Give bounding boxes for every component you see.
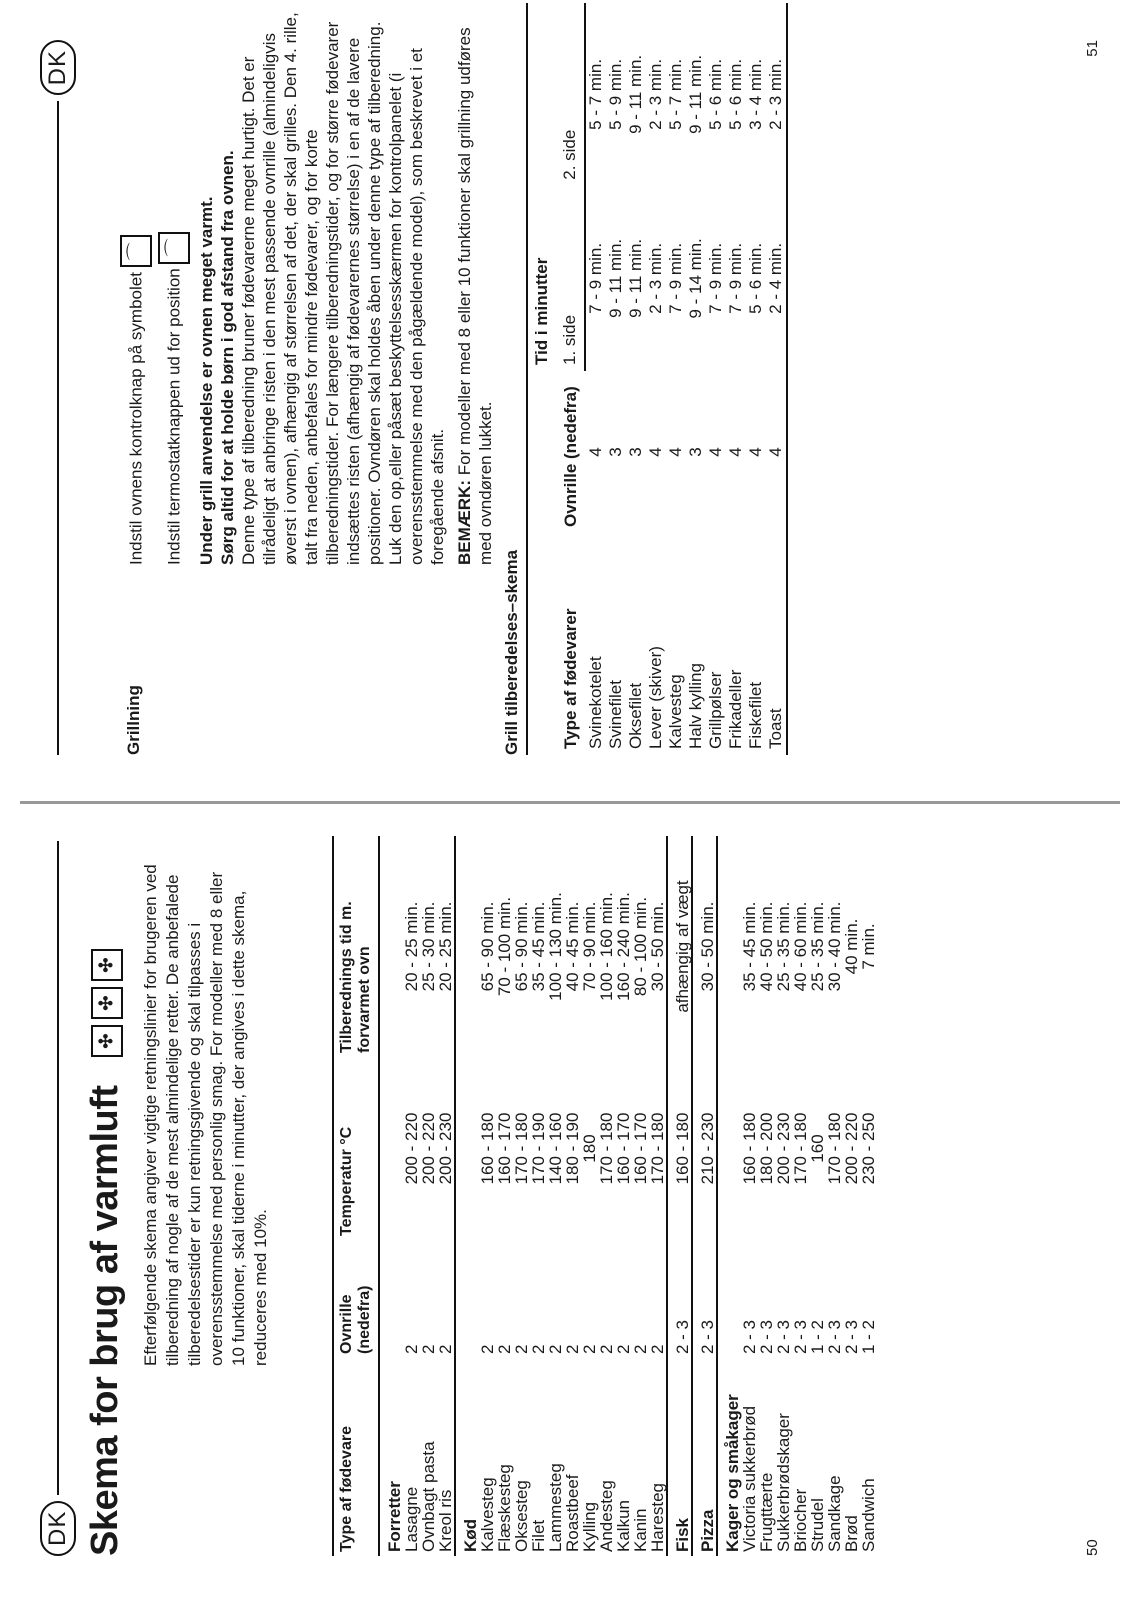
table-row xyxy=(530,836,547,1556)
table-cell: Sukkerbrødskager xyxy=(774,1413,793,1552)
left-page xyxy=(0,801,1131,1601)
body-text: Denne type af tilberedning bruner fødevarerne meget hurtigt. Det er tilrådeligt at anbringe risten i den mest passende ovnrille (almindeligvis øverst i ovnen), afhængig af størrelsen af det, der skal grilles. Den 4. rille, talt fra neden, anbefales for mindre fødevarer, og for korte tilberedningstider. For længere tilberedningstider, og for større fødevarer indsættes risten (afhængig af fødevarernes størrelse) i en af de lavere positioner. Ovndøren skal holdes åben under denne type af tilberedning. Luk den op,eller påsæt beskyttelsesskærmen for kontrolpanelet (i overensstemmelse med den pågældende model), som beskrevet i et foregående afsnit. xyxy=(239,12,447,565)
table-row xyxy=(403,836,420,1556)
table-row xyxy=(649,836,667,1556)
instruction-line: Indstil ovnens kontrolknap på symbolet ⌒ xyxy=(120,10,152,565)
table-cell: 140 - 160 xyxy=(546,1112,565,1185)
language-badge: DK xyxy=(40,1501,76,1556)
grill-table-body xyxy=(585,3,787,755)
table-cell: 200 - 220 xyxy=(402,1112,421,1185)
table-cell: 30 - 40 min. xyxy=(825,901,844,992)
table-cell: 4 xyxy=(666,447,685,457)
table-row xyxy=(758,836,775,1556)
table-cell: 2 - 3 xyxy=(825,1319,844,1354)
table-cell: 65 - 90 min. xyxy=(478,901,497,992)
table-row xyxy=(726,3,746,755)
table-cell: 20 - 25 min. xyxy=(402,901,421,992)
table-cell: 1 - 2 xyxy=(808,1319,827,1354)
table-cell: 2 xyxy=(546,1344,565,1354)
table-cell: 200 - 230 xyxy=(774,1112,793,1185)
table-cell: 2 - 3 min. xyxy=(646,242,665,314)
col-food: Type af fødevarer xyxy=(527,533,585,755)
grill-instructions xyxy=(120,10,502,565)
table-cell: Pizza xyxy=(692,1358,717,1556)
table-cell: 200 - 220 xyxy=(842,1112,861,1185)
instruction-line: Indstil termostatknappen ud for position ⌒ xyxy=(158,10,190,565)
table-cell: 9 - 14 min. xyxy=(686,238,705,319)
right-page xyxy=(0,0,1131,800)
table-cell: 3 xyxy=(626,447,645,457)
table-cell: 200 - 220 xyxy=(419,1112,438,1185)
table-cell: 160 - 170 xyxy=(631,1112,650,1185)
table-cell: Svinekotelet xyxy=(585,656,605,749)
table-row xyxy=(547,836,564,1556)
section-row xyxy=(455,836,479,1556)
grill-symbol-icon: ⌒ xyxy=(158,232,190,264)
table-cell: 40 - 50 min. xyxy=(757,901,776,992)
header-rule xyxy=(57,101,59,755)
language-badge: DK xyxy=(40,40,76,95)
table-cell: Lammesteg xyxy=(546,1463,565,1552)
table-cell: 7 - 9 min. xyxy=(666,242,685,314)
col-time: Tid i minutter xyxy=(527,3,556,371)
table-row xyxy=(437,836,455,1556)
table-cell: 170 - 180 xyxy=(512,1112,531,1185)
table-cell: 2 xyxy=(478,1344,497,1354)
table-row xyxy=(826,836,843,1556)
table-row xyxy=(692,836,717,1556)
table-cell: 40 min. xyxy=(842,918,861,975)
table-cell: 70 - 90 min. xyxy=(580,901,599,992)
table-cell: 2 xyxy=(614,1344,633,1354)
table-cell: Kreol ris xyxy=(436,1489,455,1552)
table-cell: Fiskefilet xyxy=(746,681,765,749)
table-cell: 4 xyxy=(746,447,765,457)
table-row xyxy=(513,836,530,1556)
table-cell: 160 - 240 min. xyxy=(614,892,633,1001)
col-food: Type af fødevare xyxy=(333,1358,379,1556)
table-cell: Victoria sukkerbrød xyxy=(740,1405,759,1552)
table-row xyxy=(420,836,437,1556)
hot-air-table-body xyxy=(379,836,877,1556)
table-cell: 2 xyxy=(597,1344,616,1354)
table-cell: 4 xyxy=(766,371,787,533)
table-cell: 2 xyxy=(631,1344,650,1354)
table-cell: Sandwich xyxy=(859,1478,878,1552)
page-title-text: Skema for brug af varmluft xyxy=(84,1085,126,1556)
table-cell: 5 - 7 min. xyxy=(666,58,685,130)
col-side2: 2. side xyxy=(556,3,585,186)
table-cell: 7 - 9 min. xyxy=(706,242,725,314)
table-cell: 30 - 50 min. xyxy=(692,836,717,1057)
table-cell: 5 - 7 min. xyxy=(586,58,605,130)
table-cell: 170 - 180 xyxy=(791,1112,810,1185)
table-cell: 5 - 6 min. xyxy=(726,58,745,130)
table-cell: 2 - 3 xyxy=(774,1319,793,1354)
table-row xyxy=(746,3,766,755)
grill-symbol-icon: ⌒ xyxy=(120,235,152,267)
table-cell: 160 - 180 xyxy=(667,1057,692,1240)
table-cell: 80 - 100 min. xyxy=(631,896,650,997)
table-cell: Haresteg xyxy=(648,1483,667,1552)
table-cell: 9 - 11 min. xyxy=(626,238,645,318)
table-cell: 2 xyxy=(563,1344,582,1354)
fan-symbols xyxy=(91,949,123,1057)
table-cell: Kylling xyxy=(580,1501,599,1552)
table-cell: 9 - 11 min. xyxy=(626,54,645,134)
table-cell: 70 - 100 min. xyxy=(495,896,514,997)
table-cell: 2 xyxy=(580,1344,599,1354)
table-cell: 40 - 45 min. xyxy=(563,901,582,992)
table-cell: 160 - 180 xyxy=(478,1112,497,1185)
table-cell: 100 - 130 min. xyxy=(546,892,565,1001)
table-cell: 160 - 180 xyxy=(740,1112,759,1185)
table-cell: Kanin xyxy=(631,1508,650,1552)
table-cell: 180 - 190 xyxy=(563,1112,582,1185)
table-row xyxy=(598,836,615,1556)
table-cell: 2 - 3 min. xyxy=(646,58,665,130)
table-cell: 25 - 30 min. xyxy=(419,901,438,992)
table-cell: 160 - 170 xyxy=(495,1112,514,1185)
table-header-row xyxy=(527,3,556,755)
table-cell: 180 - 200 xyxy=(757,1112,776,1185)
table-cell: 3 xyxy=(686,447,705,457)
warning-text: Sørg altid for at holde børn i god afstand fra ovnen. xyxy=(218,150,237,565)
table-cell: 2 - 3 xyxy=(842,1319,861,1354)
table-cell: 2 - 3 xyxy=(740,1319,759,1354)
table-cell: Lever (skiver) xyxy=(646,646,665,749)
table-cell: 4 xyxy=(646,447,665,457)
table-cell: 2 xyxy=(495,1344,514,1354)
table-cell: 3 xyxy=(606,447,625,457)
table-cell: 2 xyxy=(402,1344,421,1354)
table-row xyxy=(686,3,706,755)
table-row xyxy=(792,836,809,1556)
table-cell: Fisk xyxy=(667,1358,692,1556)
table-cell: 5 - 6 min. xyxy=(746,242,765,314)
table-cell: 7 min. xyxy=(859,923,878,970)
table-row xyxy=(615,836,632,1556)
table-cell: Oksesteg xyxy=(512,1480,531,1552)
table-cell: Frikadeller xyxy=(726,669,745,749)
table-cell: 7 - 9 min. xyxy=(586,242,605,314)
table-cell: 25 - 35 min. xyxy=(808,901,827,992)
table-cell: 7 - 9 min. xyxy=(726,242,745,314)
page-number: 50 xyxy=(1084,1539,1101,1556)
header-rule xyxy=(57,841,59,1495)
table-row xyxy=(581,836,598,1556)
section-heading: Forretter xyxy=(379,836,403,1556)
section-row xyxy=(379,836,403,1556)
table-cell: 2 - 3 xyxy=(667,1240,692,1358)
table-cell: 2 - 3 min. xyxy=(766,3,787,186)
table-cell: Oksefilet xyxy=(626,682,645,749)
table-cell: 20 - 25 min. xyxy=(436,901,455,992)
table-cell: Grillpølser xyxy=(706,671,725,749)
col-time: Tilberednings tid m. forvarmet ovn xyxy=(333,836,379,1057)
table-cell: 170 - 180 xyxy=(648,1112,667,1185)
page-number: 51 xyxy=(1084,40,1101,57)
table-row xyxy=(860,836,877,1556)
table-row xyxy=(741,836,758,1556)
note-text: BEMÆRK: For modeller med 8 eller 10 funktioner skal grillning udføres med ovndøren lukket. xyxy=(455,27,495,565)
table-cell: 35 - 45 min. xyxy=(740,901,759,992)
table-cell: 210 - 230 xyxy=(692,1057,717,1240)
table-cell: 5 - 6 min. xyxy=(706,58,725,130)
table-cell: 2 xyxy=(419,1344,438,1354)
table-row xyxy=(585,3,606,755)
table-row xyxy=(632,836,649,1556)
table-row xyxy=(843,836,860,1556)
table-cell: 65 - 90 min. xyxy=(512,901,531,992)
table-cell: 2 xyxy=(529,1344,548,1354)
table-cell: Strudel xyxy=(808,1498,827,1552)
fan-icon: ✣ xyxy=(91,987,123,1019)
col-temp: Temperatur °C xyxy=(333,1057,379,1240)
table-row xyxy=(479,836,496,1556)
table-cell: 35 - 45 min. xyxy=(529,901,548,992)
table-cell: Roastbeef xyxy=(563,1474,582,1552)
table-cell: 170 - 190 xyxy=(529,1112,548,1185)
fan-icon: ✣ xyxy=(91,949,123,981)
intro-text: Efterfølgende skema angiver vigtige retningslinier for brugeren ved tilberedning af nogle af de mest almindelige retter. De anbefalede tilberedelsestider er kun retningsgivende og skal tilpasses i overensstemmelse med personlig smag. For modeller med 8 eller 10 funktioner, skal tiderne i minutter, der angives i dette skema, reduceres med 10%. xyxy=(141,864,270,1366)
table-row xyxy=(496,836,513,1556)
table-cell: Frugttærte xyxy=(757,1472,776,1552)
col-shelf: Ovnrille (nedefra) xyxy=(333,1240,379,1358)
table-cell: 160 xyxy=(808,1134,827,1163)
table-cell: 4 xyxy=(706,447,725,457)
table-cell: 2 - 4 min. xyxy=(766,186,787,371)
table-cell: Briocher xyxy=(791,1488,810,1552)
section-heading: Kød xyxy=(455,836,479,1556)
grill-table-title: Grill tilberedelses–skema xyxy=(502,549,521,755)
table-cell: 2 xyxy=(648,1344,667,1354)
table-cell: Lasagne xyxy=(402,1486,421,1552)
table-cell: 180 xyxy=(580,1134,599,1163)
table-cell: Flæskesteg xyxy=(495,1464,514,1552)
table-cell: Kalvesteg xyxy=(666,674,685,749)
table-cell: 1 - 2 xyxy=(859,1319,878,1354)
section-row xyxy=(717,836,741,1556)
page-title xyxy=(84,841,127,1556)
table-cell: Kalvesteg xyxy=(478,1477,497,1552)
hot-air-table xyxy=(332,836,877,1556)
warning-text: Under grill anvendelse er ovnen meget varmt. xyxy=(197,196,216,565)
table-cell: 2 - 3 xyxy=(757,1319,776,1354)
table-cell: Toast xyxy=(766,533,787,755)
table-row xyxy=(666,3,686,755)
table-header-row xyxy=(333,836,379,1556)
table-cell: 2 xyxy=(436,1344,455,1354)
col-shelf: Ovnrille (nedefra) xyxy=(527,371,585,533)
table-cell: 3 - 4 min. xyxy=(746,58,765,130)
table-cell: 30 - 50 min. xyxy=(648,901,667,992)
table-cell: 230 - 250 xyxy=(859,1112,878,1185)
table-cell: Andesteg xyxy=(597,1480,616,1552)
table-row xyxy=(667,836,692,1556)
table-cell: Ovnbagt pasta xyxy=(419,1441,438,1552)
table-cell: 4 xyxy=(585,447,605,457)
right-header xyxy=(40,40,76,755)
table-cell: 160 - 170 xyxy=(614,1112,633,1185)
fan-icon: ✣ xyxy=(91,1025,123,1057)
table-row xyxy=(809,836,826,1556)
table-cell: 9 - 11 min. xyxy=(606,238,625,318)
section-heading: Kager og småkager xyxy=(717,836,741,1556)
table-cell: 9 - 11 min. xyxy=(686,54,705,134)
left-header xyxy=(40,841,76,1556)
table-row xyxy=(775,836,792,1556)
table-cell: 170 - 180 xyxy=(597,1112,616,1185)
section-label: Grillning xyxy=(124,685,143,755)
table-row xyxy=(606,3,626,755)
grill-table xyxy=(526,3,788,755)
table-row xyxy=(626,3,646,755)
table-row xyxy=(646,3,666,755)
table-cell: 4 xyxy=(726,447,745,457)
table-cell: 2 - 3 xyxy=(791,1319,810,1354)
col-side1: 1. side xyxy=(556,186,585,371)
table-cell: Svinefilet xyxy=(606,680,625,749)
table-cell: 170 - 180 xyxy=(825,1112,844,1185)
table-cell: 5 - 9 min. xyxy=(606,58,625,130)
table-cell: 2 - 3 xyxy=(692,1240,717,1358)
table-row xyxy=(766,3,787,755)
table-cell: 25 - 35 min. xyxy=(774,901,793,992)
table-cell: 100 - 160 min. xyxy=(597,892,616,1001)
table-cell: 200 - 230 xyxy=(436,1112,455,1185)
table-cell: Brød xyxy=(842,1515,861,1552)
table-row xyxy=(706,3,726,755)
table-cell: 2 xyxy=(512,1344,531,1354)
table-row xyxy=(564,836,581,1556)
table-cell: Kalkun xyxy=(614,1500,633,1552)
table-cell: Halv kylling xyxy=(686,663,705,749)
table-cell: Sandkage xyxy=(825,1475,844,1552)
table-cell: afhængig af vægt xyxy=(667,836,692,1057)
table-cell: 40 - 60 min. xyxy=(791,901,810,992)
table-cell: Filet xyxy=(529,1519,548,1552)
